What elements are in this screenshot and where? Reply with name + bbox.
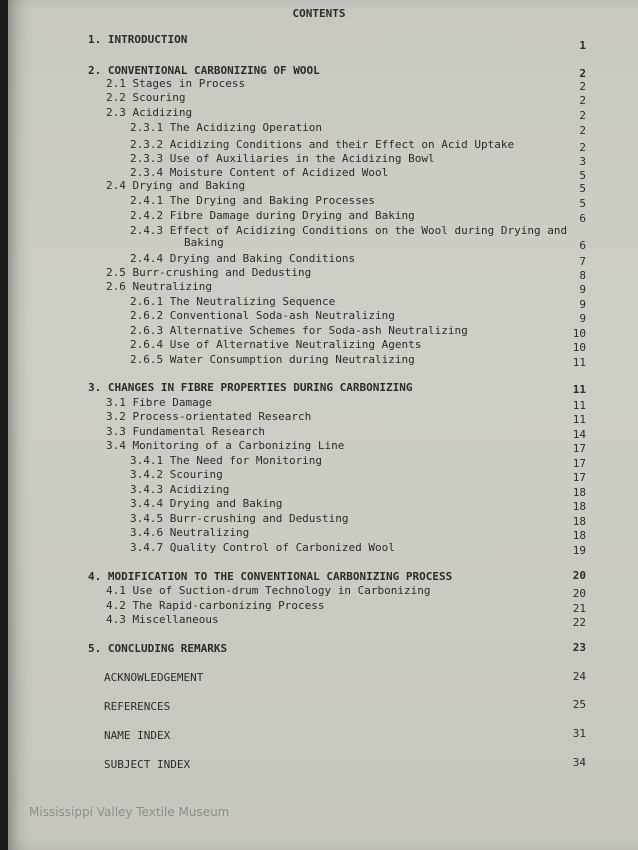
- toc-entry-page-number: 31: [572, 727, 586, 740]
- toc-entry-label: 2.3.1 The Acidizing Operation: [130, 121, 323, 134]
- toc-entry-label: 2.6 Neutralizing: [106, 280, 212, 293]
- toc-entry-page-number: 2: [579, 67, 586, 80]
- toc-entry-page-number: 11: [572, 356, 586, 369]
- toc-entry-label: 3.3 Fundamental Research: [106, 425, 265, 438]
- toc-entry-label: 4. MODIFICATION TO THE CONVENTIONAL CARBONIZING PROCESS: [88, 570, 453, 583]
- toc-entry-page-number: 11: [572, 413, 586, 426]
- toc-entry-label: 2.3.3 Use of Auxiliaries in the Acidizing Bowl: [130, 152, 435, 165]
- toc-entry-label: 2.3.2 Acidizing Conditions and their Effect on Acid Uptake: [130, 138, 515, 151]
- toc-entry-s2-3-4: [0, 166, 638, 180]
- toc-entry-page-number: 25: [572, 698, 586, 711]
- contents-title: CONTENTS: [292, 7, 346, 20]
- toc-entry-page-number: 18: [572, 515, 586, 528]
- toc-entry-s3-2: [0, 410, 638, 424]
- toc-entry-s2-3: [0, 106, 638, 120]
- toc-entry-subj: [0, 758, 638, 772]
- toc-entry-page-number: 17: [572, 457, 586, 470]
- toc-entry-label: 4.3 Miscellaneous: [106, 613, 219, 626]
- toc-entry-label: 3.4.5 Burr-crushing and Dedusting: [130, 512, 349, 525]
- toc-entry-label: 3.4.6 Neutralizing: [130, 526, 250, 539]
- toc-entry-label: 2.3 Acidizing: [106, 106, 193, 119]
- toc-entry-page-number: 9: [579, 283, 586, 296]
- toc-entry-label: 3.4.4 Drying and Baking: [130, 497, 283, 510]
- toc-entry-page-number: 6: [579, 212, 586, 225]
- toc-entry-label: 2.5 Burr-crushing and Dedusting: [106, 266, 312, 279]
- toc-entry-page-number: 18: [572, 486, 586, 499]
- toc-entry-s3-4-4: [0, 497, 638, 511]
- toc-entry-label: 5. CONCLUDING REMARKS: [88, 642, 228, 655]
- toc-entry-label: 2.6.5 Water Consumption during Neutralizing: [130, 353, 415, 366]
- toc-entry-label: NAME INDEX: [104, 729, 171, 742]
- toc-entry-s3-4-1: [0, 454, 638, 468]
- toc-entry-s2-3-1: [0, 121, 638, 135]
- toc-entry-s2-6-3: [0, 324, 638, 338]
- toc-entry-label: 2.4.2 Fibre Damage during Drying and Baking: [130, 209, 415, 222]
- toc-entry-name: [0, 729, 638, 743]
- toc-entry-page-number: 2: [579, 80, 586, 93]
- toc-entry-label: 3.4.7 Quality Control of Carbonized Wool: [130, 541, 395, 554]
- toc-entry-page-number: 18: [572, 529, 586, 542]
- toc-entry-label: ACKNOWLEDGEMENT: [104, 671, 204, 684]
- toc-entry-s2-3-3: [0, 152, 638, 166]
- toc-entry-s2-5: [0, 266, 638, 280]
- toc-entry-s5: [0, 642, 638, 656]
- toc-entry-s2: [0, 64, 638, 78]
- toc-entry-label: 3.4.3 Acidizing: [130, 483, 230, 496]
- toc-entry-page-number: 2: [579, 141, 586, 154]
- toc-entry-label: 2.6.2 Conventional Soda-ash Neutralizing: [130, 309, 395, 322]
- toc-entry-s2-6-5: [0, 353, 638, 367]
- toc-entry-s2-6: [0, 280, 638, 294]
- toc-entry-page-number: 18: [572, 500, 586, 513]
- toc-entry-s3-3: [0, 425, 638, 439]
- toc-entry-page-number: 19: [572, 544, 586, 557]
- toc-entry-s3-4-6: [0, 526, 638, 540]
- toc-entry-label: 2.4 Drying and Baking: [106, 179, 246, 192]
- toc-entry-s2-6-2: [0, 309, 638, 323]
- toc-entry-label: 2.6.4 Use of Alternative Neutralizing Agents: [130, 338, 422, 351]
- toc-entry-page-number: 24: [572, 670, 586, 683]
- toc-entry-page-number: 8: [579, 269, 586, 282]
- toc-entry-page-number: 23: [572, 641, 586, 654]
- toc-entry-label: 2.4.3 Effect of Acidizing Conditions on the Wool during Drying and: [130, 224, 568, 237]
- toc-entry-s2-6-4: [0, 338, 638, 352]
- toc-entry-label: 2. CONVENTIONAL CARBONIZING OF WOOL: [88, 64, 320, 77]
- toc-entry-label: 3.2 Process-orientated Research: [106, 410, 312, 423]
- toc-entry-label: 2.1 Stages in Process: [106, 77, 246, 90]
- toc-entry-s2-4-1: [0, 194, 638, 208]
- toc-entry-page-number: 5: [579, 197, 586, 210]
- toc-entry-label: 1. INTRODUCTION: [88, 33, 188, 46]
- toc-entry-s2-4: [0, 179, 638, 193]
- toc-entry-label: 4.1 Use of Suction-drum Technology in Carbonizing: [106, 584, 431, 597]
- toc-entry-s4-2: [0, 599, 638, 613]
- toc-entry-page-number: 11: [572, 399, 586, 412]
- toc-entry-s3-4-7: [0, 541, 638, 555]
- toc-entry-label: 2.6.3 Alternative Schemes for Soda-ash Neutralizing: [130, 324, 468, 337]
- toc-entry-ref: [0, 700, 638, 714]
- toc-entry-label: 2.4.4 Drying and Baking Conditions: [130, 252, 356, 265]
- toc-entry-s2-4-2: [0, 209, 638, 223]
- toc-entry-page-number: 10: [572, 341, 586, 354]
- toc-entry-label: 3.4.1 The Need for Monitoring: [130, 454, 323, 467]
- toc-entry-label: 2.4.1 The Drying and Baking Processes: [130, 194, 376, 207]
- toc-entry-page-number: 22: [572, 616, 586, 629]
- toc-entry-page-number: 9: [579, 312, 586, 325]
- toc-entry-s3: [0, 381, 638, 395]
- toc-entry-page-number: 2: [579, 124, 586, 137]
- toc-entry-s3-1: [0, 396, 638, 410]
- toc-entry-label: 3.1 Fibre Damage: [106, 396, 212, 409]
- toc-entry-page-number: 5: [579, 169, 586, 182]
- toc-entry-s3-4-2: [0, 468, 638, 482]
- toc-entry-label: 3.4 Monitoring of a Carbonizing Line: [106, 439, 345, 452]
- toc-entry-s2-6-1: [0, 295, 638, 309]
- toc-entry-label: 2.2 Scouring: [106, 91, 186, 104]
- toc-entry-label: 3. CHANGES IN FIBRE PROPERTIES DURING CARBONIZING: [88, 381, 413, 394]
- toc-entry-label: SUBJECT INDEX: [104, 758, 191, 771]
- toc-entry-label: 2.3.4 Moisture Content of Acidized Wool: [130, 166, 389, 179]
- toc-entry-page-number: 7: [579, 255, 586, 268]
- toc-entry-page-number: 11: [572, 383, 586, 396]
- toc-entry-ack: [0, 671, 638, 685]
- toc-entry-page-number: 1: [579, 39, 586, 52]
- toc-entry-page-number: 14: [572, 428, 586, 441]
- toc-entry-s2-4-3: [0, 224, 638, 252]
- toc-entry-s4: [0, 570, 638, 584]
- toc-entry-page-number: 20: [572, 569, 586, 582]
- toc-entry-page-number: 2: [579, 94, 586, 107]
- toc-entry-label: 2.6.1 The Neutralizing Sequence: [130, 295, 336, 308]
- toc-entry-label: REFERENCES: [104, 700, 171, 713]
- toc-entry-s3-4-5: [0, 512, 638, 526]
- toc-entry-s2-1: [0, 77, 638, 91]
- toc-entry-page-number: 20: [572, 587, 586, 600]
- toc-entry-page-number: 34: [572, 756, 586, 769]
- toc-entry-s1: [0, 33, 638, 52]
- toc-entry-label: 3.4.2 Scouring: [130, 468, 223, 481]
- toc-entry-page-number: 2: [579, 109, 586, 122]
- toc-entry-s3-4: [0, 439, 638, 453]
- toc-entry-s2-2: [0, 91, 638, 105]
- toc-entry-s2-3-2: [0, 138, 638, 152]
- toc-entry-s3-4-3: [0, 483, 638, 497]
- toc-entry-label-continuation: Baking: [184, 236, 224, 249]
- toc-entry-page-number: 10: [572, 327, 586, 340]
- toc-entry-label: 4.2 The Rapid-carbonizing Process: [106, 599, 325, 612]
- toc-entry-s4-1: [0, 584, 638, 598]
- toc-entry-page-number: 17: [572, 471, 586, 484]
- watermark: Mississippi Valley Textile Museum: [29, 805, 230, 819]
- toc-entry-s4-3: [0, 613, 638, 627]
- toc-entry-page-number: 17: [572, 442, 586, 455]
- toc-entry-s2-4-4: [0, 252, 638, 266]
- toc-entry-page-number: 6: [579, 239, 586, 252]
- toc-entry-page-number: 3: [579, 155, 586, 168]
- toc-entry-page-number: 21: [572, 602, 586, 615]
- toc-entry-page-number: 5: [579, 182, 586, 195]
- toc-entry-page-number: 9: [579, 298, 586, 311]
